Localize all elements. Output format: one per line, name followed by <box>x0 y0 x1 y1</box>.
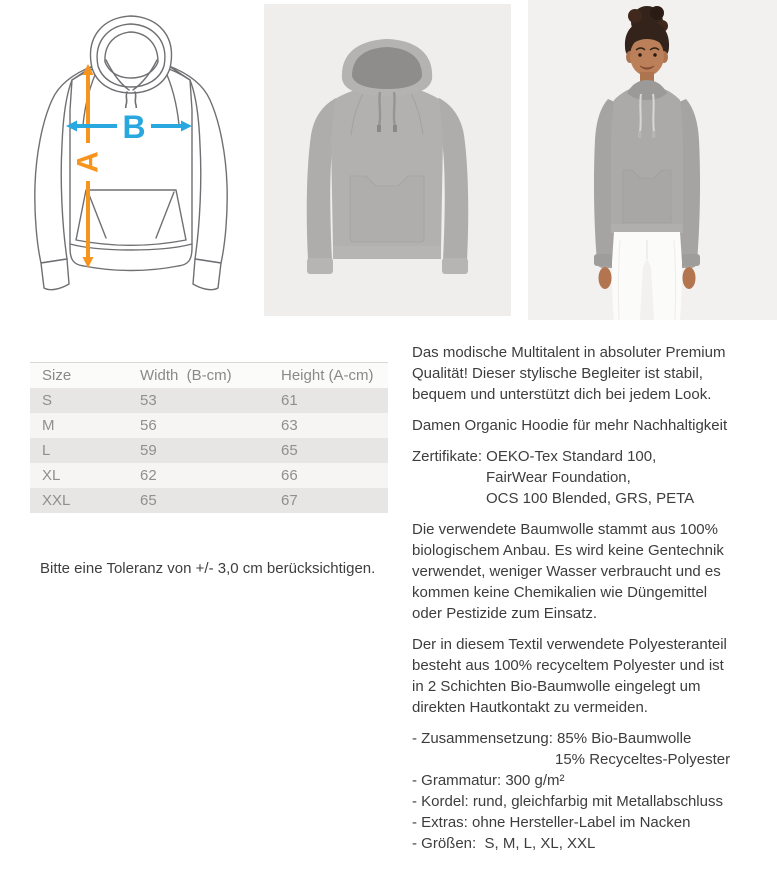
model-pocket <box>623 170 671 223</box>
width-cell: 53 <box>140 392 157 409</box>
height-cell: 67 <box>281 492 298 509</box>
column-header-size: Size <box>42 367 72 384</box>
model-left-hand <box>599 267 612 289</box>
table-row <box>30 413 388 438</box>
specs-list <box>412 728 764 854</box>
model-right-drawstring <box>653 94 654 132</box>
height-label-a: A <box>71 151 105 173</box>
model-right-hand <box>683 267 696 289</box>
tolerance-note: Bitte eine Toleranz von +/- 3,0 cm berücksichtigen. <box>40 560 376 577</box>
model-photo-panel[interactable] <box>528 0 777 320</box>
size-diagram-panel[interactable] <box>0 0 262 320</box>
table-row <box>30 388 388 413</box>
spec-composition-2: 15% Recyceltes-Polyester <box>555 751 731 768</box>
size-cell: XL <box>42 467 61 484</box>
size-table-header-row <box>30 363 388 389</box>
polyester-paragraph: Der in diesem Textil verwendete Polyesteranteil besteht aus 100% recyceltem Polyester und ist in 2 Schichten Bio-Baumwolle eingelegt um direkten Hautkontakt zu vermeiden. <box>412 636 727 716</box>
photo-right-cuff <box>442 258 468 274</box>
column-header-height: Height (A-cm) <box>281 367 374 384</box>
model-hem-band <box>611 224 683 233</box>
product-photo-hoodie <box>264 4 511 316</box>
model-left-aglet <box>638 131 641 138</box>
model-right-aglet <box>652 131 655 138</box>
size-cell: S <box>42 392 53 409</box>
intro-paragraph: Das modische Multitalent in absoluter Premium Qualität! Dieser stylische Begleiter ist stabil, bequem und unterstützt dich bei jedem Look. <box>412 344 726 403</box>
cotton-paragraph: Die verwendete Baumwolle stammt aus 100% biologischem Anbau. Es wird keine Gentechnik verwendet, weniger Wasser verbraucht und es kommen keine Chemikalien wie Düngemittel oder Pestizide zum Einsatz. <box>412 521 724 622</box>
photo-left-aglet <box>377 125 381 132</box>
photo-right-aglet <box>393 125 397 132</box>
diagram-right-cuff <box>193 259 221 290</box>
height-cell: 63 <box>281 417 298 434</box>
table-row <box>30 463 388 488</box>
diagram-hood-outer <box>91 16 172 93</box>
certificates-paragraph: Zertifikate: OEKO-Tex Standard 100, FairWear Foundation, OCS 100 Blended, GRS, PETA <box>412 448 695 507</box>
diagram-left-cuff <box>41 259 69 290</box>
width-cell: 62 <box>140 467 157 484</box>
photo-pocket <box>350 176 424 242</box>
height-cell: 61 <box>281 392 298 409</box>
photo-left-drawstring <box>379 92 380 126</box>
table-row <box>30 488 388 513</box>
width-cell: 59 <box>140 442 157 459</box>
spec-extras: - Extras: ohne Hersteller-Label im Nacken <box>412 814 691 831</box>
column-header-width: Width (B-cm) <box>140 367 232 384</box>
width-cell: 56 <box>140 417 157 434</box>
height-cell: 66 <box>281 467 298 484</box>
model-left-drawstring <box>640 94 641 132</box>
photo-right-drawstring <box>394 92 395 126</box>
size-cell: L <box>42 442 51 459</box>
spec-cord: - Kordel: rund, gleichfarbig mit Metallabschluss <box>412 793 723 810</box>
subtitle: Damen Organic Hoodie für mehr Nachhaltigkeit <box>412 417 728 434</box>
spec-grammage: - Grammatur: 300 g/m² <box>412 772 565 789</box>
spec-composition: - Zusammensetzung: 85% Bio-Baumwolle <box>412 730 692 747</box>
model-photo <box>528 0 777 320</box>
table-row <box>30 438 388 463</box>
size-cell: XXL <box>42 492 71 509</box>
photo-left-cuff <box>307 258 333 274</box>
product-description <box>412 342 764 864</box>
hoodie-measurement-diagram <box>0 0 262 320</box>
size-table <box>30 362 388 513</box>
spec-sizes: - Größen: S, M, L, XL, XXL <box>412 835 596 852</box>
width-cell: 65 <box>140 492 157 509</box>
height-cell: 65 <box>281 442 298 459</box>
product-photo-panel[interactable] <box>264 4 511 316</box>
photo-hem-band <box>333 246 441 259</box>
width-label-b: B <box>122 109 146 145</box>
size-cell: M <box>42 417 55 434</box>
